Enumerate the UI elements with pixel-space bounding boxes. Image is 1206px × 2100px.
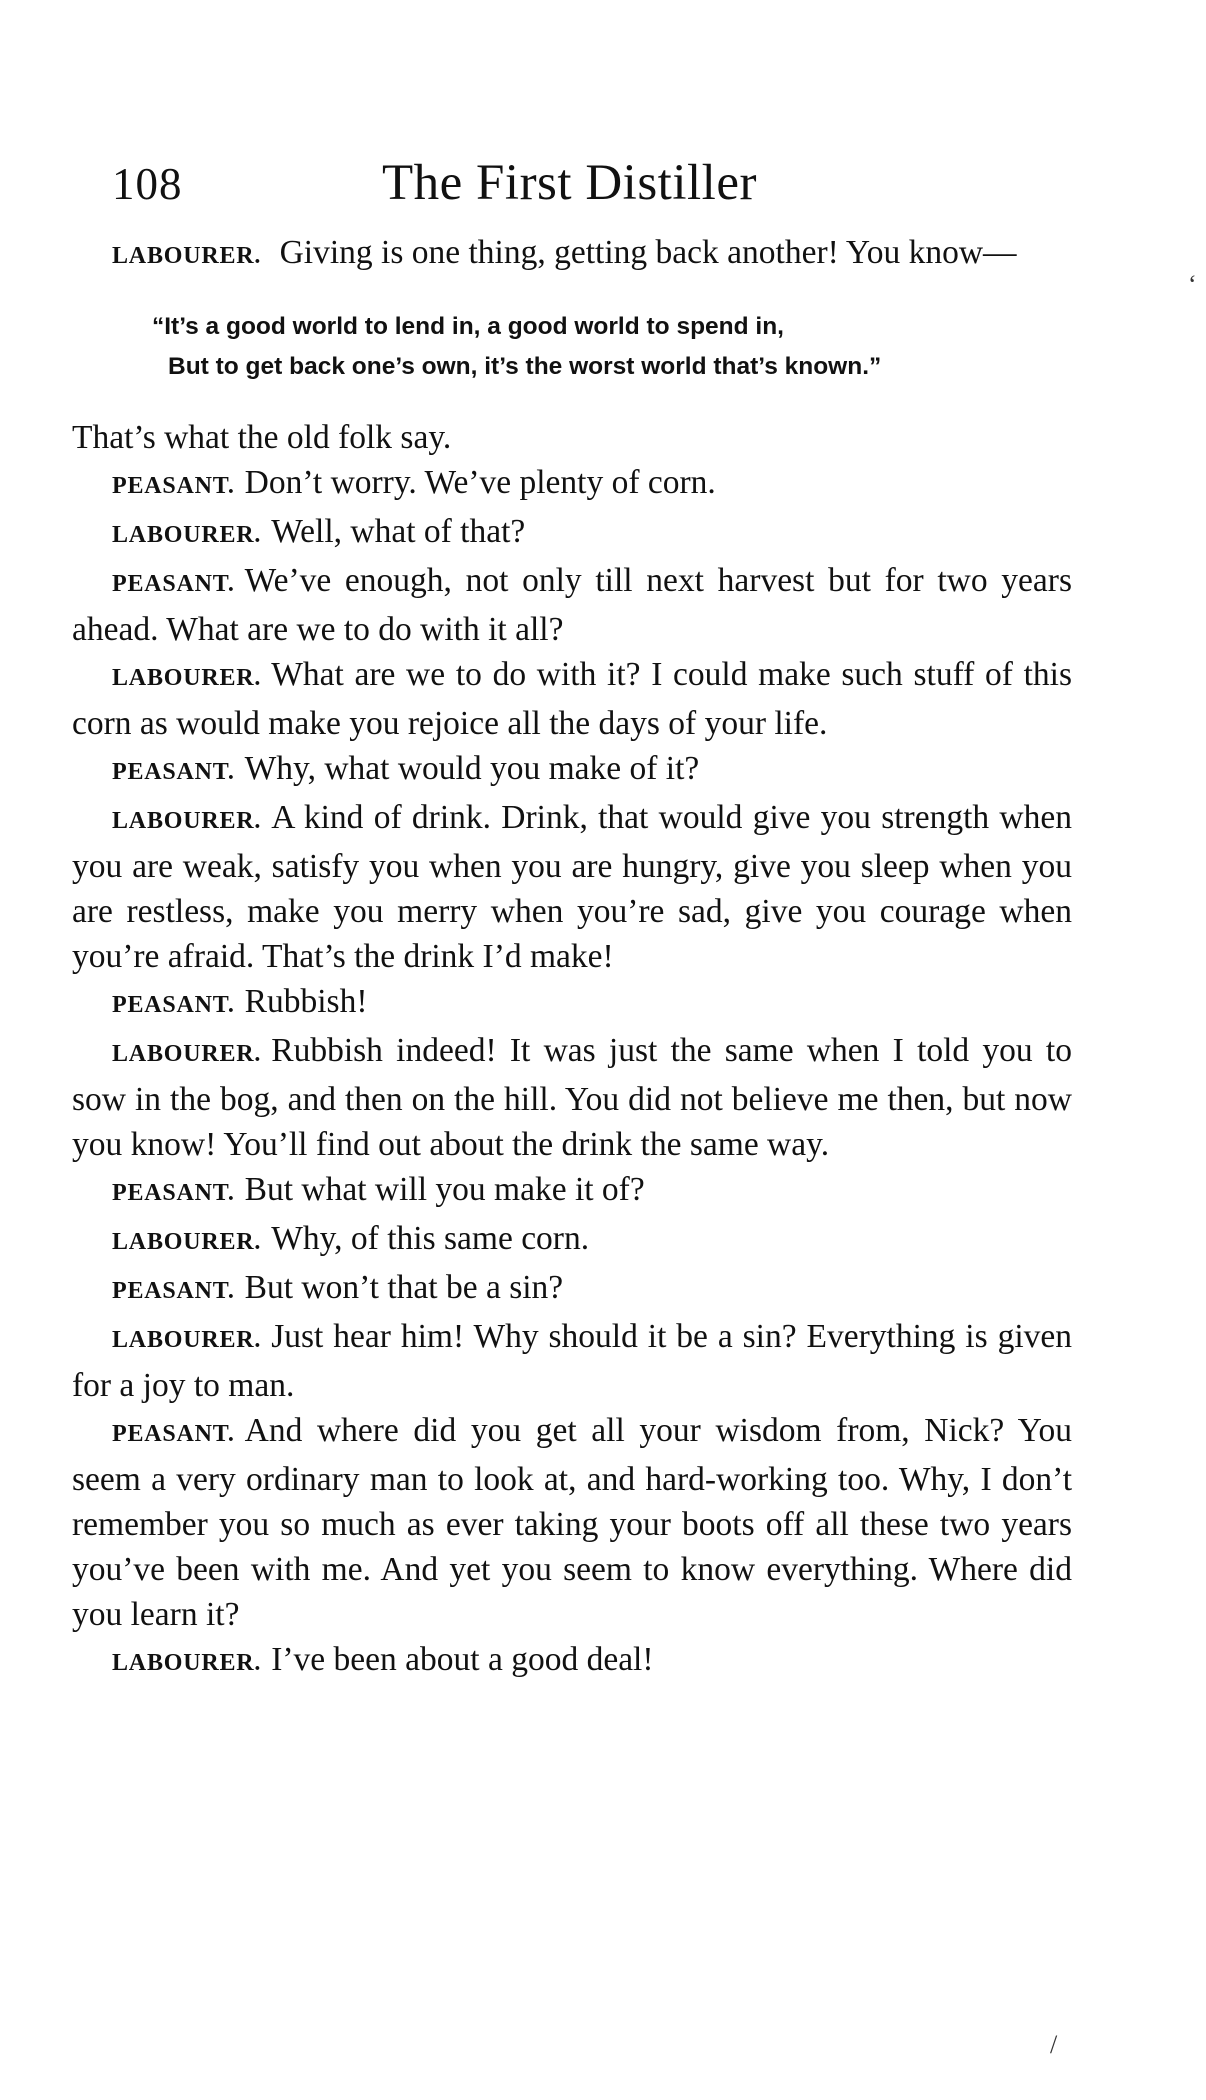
- dialogue-text: Why, what would you make of it?: [244, 750, 700, 787]
- dialogue-text: And where did you get all your wisdom from, Nick? You seem a very ordinary man to look at, and hard-working too. Why, I don’t remember you so much as ever taking your boots off all these two years you’ve been with me. And yet you seem to know everything. Where did you learn it?: [72, 1412, 1072, 1633]
- dialogue-text: Why, of this same corn.: [271, 1220, 590, 1257]
- speaker-name: LABOURER.: [112, 1041, 262, 1067]
- speaker-name: LABOURER.: [112, 243, 262, 269]
- continuation-text: That’s what the old folk say.: [72, 419, 452, 456]
- speaker-name: PEASANT.: [112, 992, 235, 1018]
- dialogue-line: [72, 1314, 1072, 1408]
- running-title: The First Distiller: [382, 155, 757, 211]
- dialogue-line: [72, 1028, 1072, 1167]
- dialogue-line: [72, 230, 1072, 279]
- dialogue-line: [72, 979, 1072, 1028]
- speaker-name: PEASANT.: [112, 1421, 235, 1447]
- dialogue-text: But won’t that be a sin?: [244, 1269, 564, 1306]
- book-page: [72, 150, 1072, 1686]
- speaker-name: LABOURER.: [112, 1229, 262, 1255]
- dialogue-text: Rubbish indeed! It was just the same when I told you to sow in the bog, and then on the hill. You did not believe me then, but now you know! You’ll find out about the drink the same way.: [72, 1032, 1072, 1163]
- dialogue-text: But what will you make it of?: [244, 1171, 645, 1208]
- speaker-name: PEASANT.: [112, 1278, 235, 1304]
- speaker-name: LABOURER.: [112, 522, 262, 548]
- dialogue-line: [72, 460, 1072, 509]
- speaker-name: LABOURER.: [112, 665, 262, 691]
- dialogue-line: [72, 652, 1072, 746]
- dialogue-line: [72, 509, 1072, 558]
- dialogue-line: [72, 1408, 1072, 1637]
- speaker-name: PEASANT.: [112, 759, 235, 785]
- speaker-name: PEASANT.: [112, 1180, 235, 1206]
- dialogue-line: [72, 1265, 1072, 1314]
- dialogue-text: Giving is one thing, getting back another! You know—: [279, 234, 1017, 271]
- dialogue-text: A kind of drink. Drink, that would give you strength when you are weak, satisfy you when you are hungry, give you sleep when you are restless, make you merry when you’re sad, give you courage when you’re afraid. That’s the drink I’d make!: [72, 799, 1072, 975]
- margin-mark: /: [1050, 2030, 1058, 2059]
- dialogue-line: [72, 1167, 1072, 1216]
- dialogue-list: [72, 460, 1072, 1686]
- dialogue-text: Don’t worry. We’ve plenty of corn.: [244, 464, 716, 501]
- dialogue-text: Just hear him! Why should it be a sin? Everything is given for a joy to man.: [72, 1318, 1072, 1404]
- dialogue-text: I’ve been about a good deal!: [271, 1641, 654, 1678]
- speaker-name: LABOURER.: [112, 1650, 262, 1676]
- page-number: 108: [112, 159, 183, 209]
- verse-line: “It’s a good world to lend in, a good world to spend in,: [152, 313, 784, 340]
- dialogue-line: [72, 1216, 1072, 1265]
- verse-quote: [152, 307, 1072, 387]
- verse-line: But to get back one’s own, it’s the worst world that’s known.”: [168, 353, 882, 380]
- margin-mark: ʻ: [1188, 270, 1197, 299]
- speaker-name: PEASANT.: [112, 473, 235, 499]
- page-body: [72, 230, 1072, 1686]
- dialogue-text: We’ve enough, not only till next harvest but for two years ahead. What are we to do with it all?: [72, 562, 1072, 648]
- dialogue-line: [72, 558, 1072, 652]
- page-header: [72, 150, 1072, 230]
- dialogue-line: [72, 746, 1072, 795]
- dialogue-text: Rubbish!: [244, 983, 368, 1020]
- speaker-name: LABOURER.: [112, 808, 262, 834]
- dialogue-line: [72, 795, 1072, 979]
- dialogue-text: Well, what of that?: [271, 513, 526, 550]
- dialogue-text: What are we to do with it? I could make such stuff of this corn as would make you rejoice all the days of your life.: [72, 656, 1072, 742]
- speaker-name: PEASANT.: [112, 571, 235, 597]
- dialogue-line: [72, 1637, 1072, 1686]
- speaker-name: LABOURER.: [112, 1327, 262, 1353]
